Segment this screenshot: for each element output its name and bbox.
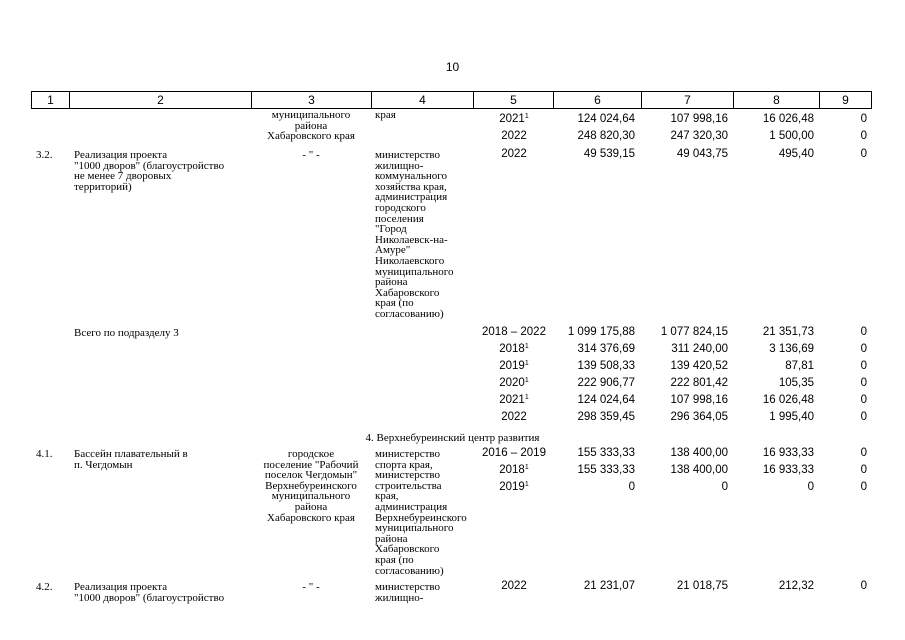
r41-c9-cell: 0	[860, 464, 867, 476]
cont-year-cell: 2021$^1$	[499, 113, 529, 125]
total3-c7-cell: 1 077 824,15	[660, 326, 728, 338]
total3-year-cell: 2022	[501, 411, 527, 423]
footnote-mark: 1	[524, 113, 529, 120]
row-col4: министерство жилищно-	[375, 581, 441, 604]
total3-c9-cell: 0	[860, 377, 867, 389]
footnote-mark: 1	[524, 394, 529, 401]
r41-c9-cell: 0	[860, 447, 867, 459]
total3-c9-cell: 0	[860, 326, 867, 338]
header-col-5: 5	[474, 92, 554, 108]
row-col3: - " -	[302, 149, 320, 161]
row-number: 4.2.	[36, 581, 53, 593]
cont-col3-text: муниципального района Хабаровского края	[267, 109, 355, 143]
r42-year-cell: 2022	[501, 580, 527, 592]
r41-year-cell: 2019$^1$	[499, 481, 529, 493]
r41-year-cell: 2016 – 2019	[482, 447, 546, 459]
total3-year-cell: 2019$^1$	[499, 360, 529, 372]
r41-c8-cell: 0	[807, 481, 814, 493]
cont-c8-cell: 1 500,00	[769, 130, 814, 142]
footnote-mark: 1	[524, 377, 529, 384]
total3-c8-cell: 16 026,48	[762, 394, 814, 406]
cont-c9-cell: 0	[860, 130, 867, 142]
total3-c8-cell: 1 995,40	[769, 411, 814, 423]
cont-c7-cell: 107 998,16	[670, 113, 728, 125]
row-col4: министерство спорта края, министерство строительства края, администрация Верхнебуреинского муниципального района Хабаровского края (по согласованию)	[375, 448, 467, 577]
r42-c9-cell: 0	[860, 580, 867, 592]
header-col-6: 6	[554, 92, 642, 108]
r41-c6-cell: 155 333,33	[577, 447, 635, 459]
total3-c7-cell: 311 240,00	[671, 343, 728, 355]
r42-c6-cell: 21 231,07	[583, 580, 635, 592]
total3-c6-cell: 222 906,77	[577, 377, 635, 389]
total3-c6-cell: 1 099 175,88	[567, 326, 635, 338]
row-name: Реализация проекта "1000 дворов" (благоустройство	[74, 581, 225, 604]
total3-c9-cell: 0	[860, 343, 867, 355]
total3-year-cell: 2020$^1$	[499, 377, 529, 389]
total3-c6-cell: 124 024,64	[577, 394, 635, 406]
cont-c9-cell: 0	[860, 113, 867, 125]
total3-c8-cell: 105,35	[778, 377, 814, 389]
total3-c7-cell: 139 420,52	[670, 360, 728, 372]
cont-c6-cell: 248 820,30	[577, 130, 635, 142]
row-number: 3.2.	[36, 149, 53, 161]
total3-c9-cell: 0	[860, 360, 867, 372]
header-col-4: 4	[372, 92, 474, 108]
total3-c7-cell: 222 801,42	[670, 377, 728, 389]
footnote-mark: 1	[524, 360, 529, 367]
r42-c8-cell: 212,32	[778, 580, 814, 592]
r41-c8-cell: 16 933,33	[762, 447, 814, 459]
total3-c9-cell: 0	[860, 394, 867, 406]
r32-c9-cell: 0	[860, 148, 867, 160]
r41-c6-cell: 155 333,33	[577, 464, 635, 476]
total3-year-cell: 2021$^1$	[499, 394, 529, 406]
row-col3: городское поселение "Рабочий поселок Чегдомын" Верхнебуреинского муниципального района Хабаровского края	[263, 448, 359, 524]
total3-c8-cell: 87,81	[785, 360, 814, 372]
r41-c8-cell: 16 933,33	[762, 464, 814, 476]
total3-c7-cell: 107 998,16	[670, 394, 728, 406]
row-name: Бассейн плавательный в п. Чегдомын	[74, 448, 188, 471]
row-number: 4.1.	[36, 448, 53, 460]
row-col3: - " -	[302, 581, 320, 593]
total3-year-cell: 2018 – 2022	[482, 326, 546, 338]
r42-c7-cell: 21 018,75	[676, 580, 728, 592]
page-number: 10	[445, 60, 460, 74]
total3-c8-cell: 3 136,69	[769, 343, 814, 355]
total3-c6-cell: 314 376,69	[577, 343, 635, 355]
total3-c6-cell: 139 508,33	[577, 360, 635, 372]
cont-col4-text: края	[375, 109, 396, 121]
r41-c7-cell: 138 400,00	[670, 447, 728, 459]
cont-c8-cell: 16 026,48	[762, 113, 814, 125]
footnote-mark: 1	[524, 343, 529, 350]
total3-c8-cell: 21 351,73	[762, 326, 814, 338]
row-name: Реализация проекта "1000 дворов" (благоустройство не менее 7 дворовых территорий)	[74, 149, 225, 193]
r41-c7-cell: 0	[721, 481, 728, 493]
header-col-7: 7	[642, 92, 734, 108]
row-col4: министерство жилищно- коммунального хозяйства края, администрация городского поселения "Город Николаевск-на- Амуре" Николаевского муниципального района Хабаровского края (по согласованию)	[375, 149, 454, 320]
cont-c7-cell: 247 320,30	[670, 130, 728, 142]
header-col-9: 9	[842, 93, 849, 107]
subtotal-label: Всего по подразделу 3	[74, 327, 179, 339]
cont-c6-cell: 124 024,64	[577, 113, 635, 125]
total3-c9-cell: 0	[860, 411, 867, 423]
footnote-mark: 1	[524, 464, 529, 471]
total3-c6-cell: 298 359,45	[577, 411, 635, 423]
r41-c6-cell: 0	[628, 481, 635, 493]
header-col-2: 2	[70, 92, 252, 108]
table-header-row	[31, 91, 872, 109]
total3-year-cell: 2018$^1$	[499, 343, 529, 355]
section-title: 4. Верхнебуреинский центр развития	[365, 432, 540, 444]
header-col-8: 8	[734, 92, 820, 108]
r32-c8-cell: 495,40	[778, 148, 814, 160]
header-col-1: 1	[32, 92, 70, 108]
footnote-mark: 1	[524, 481, 529, 488]
r41-year-cell: 2018$^1$	[499, 464, 529, 476]
header-col-3: 3	[252, 92, 372, 108]
r32-c6-cell: 49 539,15	[583, 148, 635, 160]
r41-c9-cell: 0	[860, 481, 867, 493]
cont-year-cell: 2022	[501, 130, 527, 142]
r41-c7-cell: 138 400,00	[670, 464, 728, 476]
r32-year-cell: 2022	[501, 148, 527, 160]
total3-c7-cell: 296 364,05	[670, 411, 728, 423]
r32-c7-cell: 49 043,75	[676, 148, 728, 160]
